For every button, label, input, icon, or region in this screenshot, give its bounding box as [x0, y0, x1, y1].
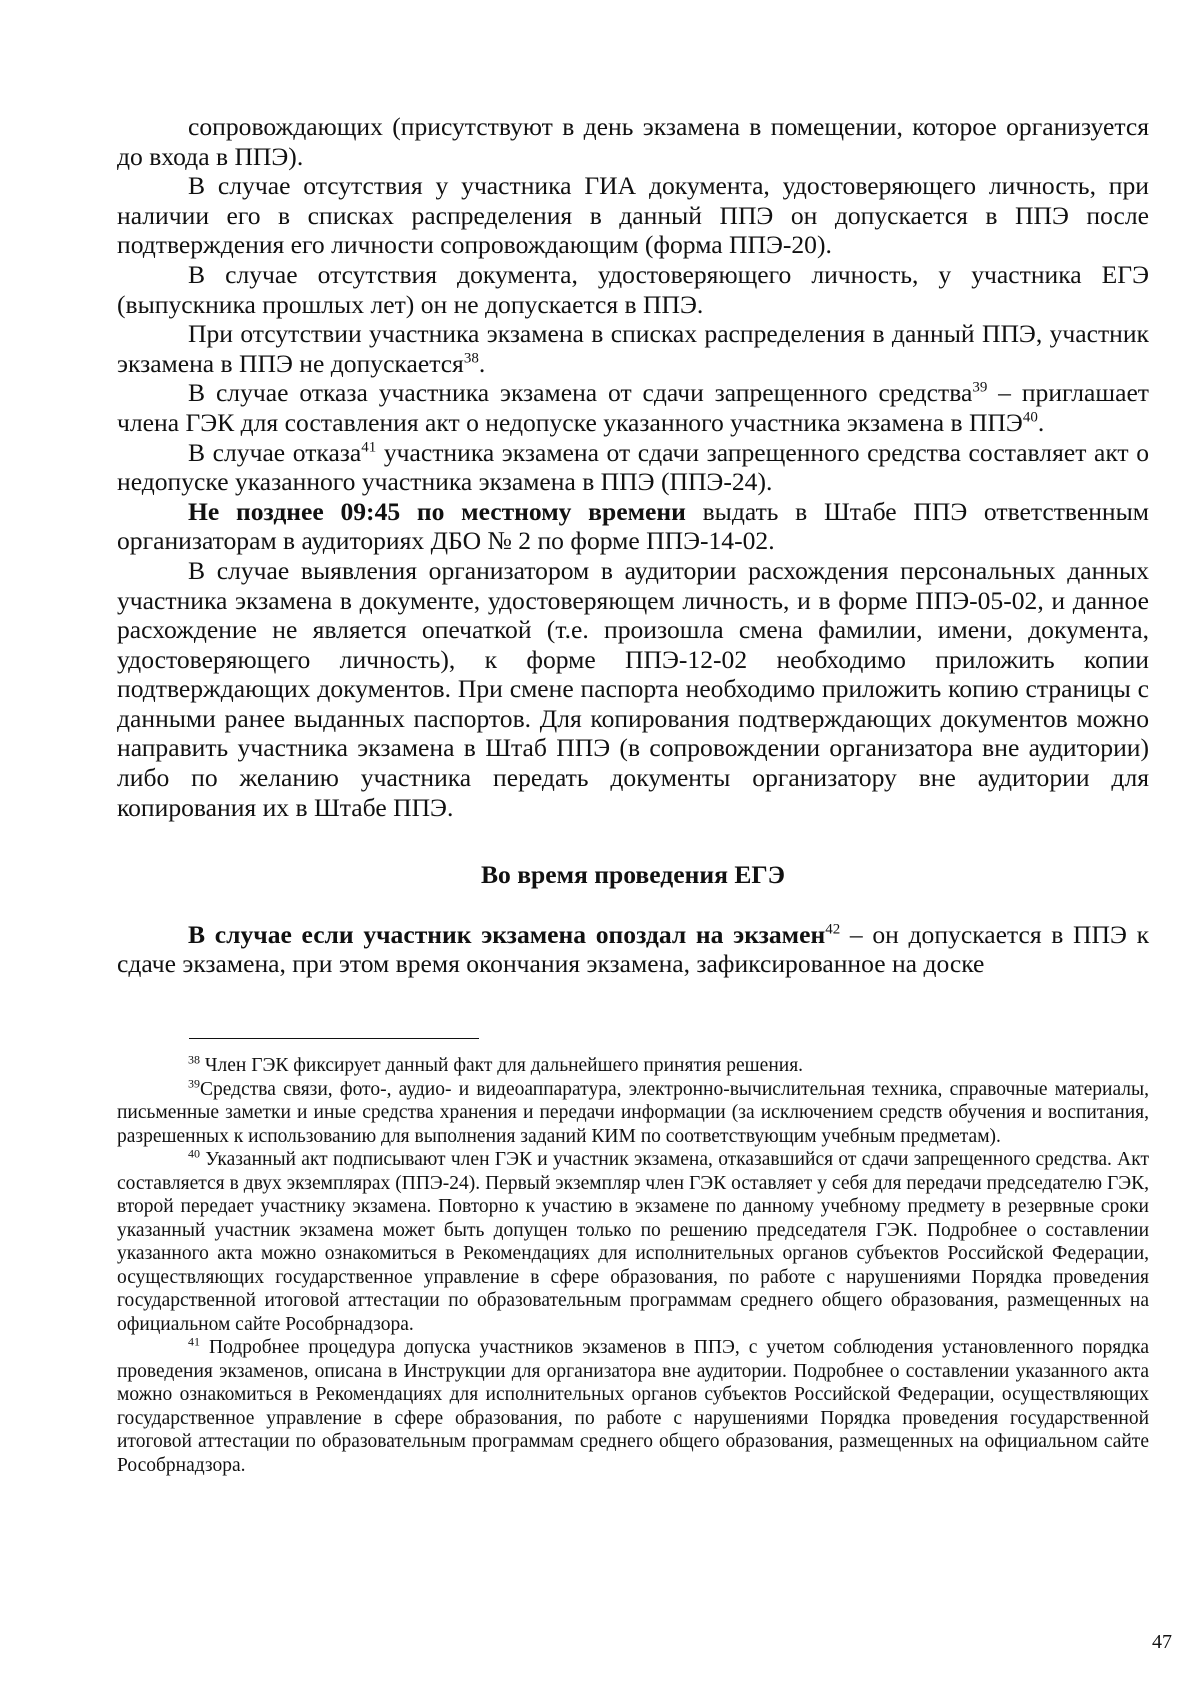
footnotes — [117, 1054, 1149, 1477]
footnote-ref-41[interactable]: 41 — [361, 439, 377, 455]
paragraph-9 — [117, 920, 1149, 979]
footnote-39 — [117, 1078, 1149, 1149]
paragraph-7-bold: Не позднее 09:45 по местному времени — [188, 496, 686, 526]
paragraph-6-text-2: участника экзамена от сдачи запрещенного средства составляет акт о недопуске указанного участника экзамена в ППЭ (ППЭ-24). — [117, 437, 1149, 497]
paragraph-5-end: . — [1037, 407, 1045, 437]
footnote-41 — [117, 1336, 1149, 1477]
footnote-40 — [117, 1148, 1149, 1336]
paragraph-4 — [117, 319, 1149, 378]
paragraph-6-text: В случае отказа — [188, 437, 362, 467]
footnote-41-text: Подробнее процедура допуска участников экзаменов в ППЭ, с учетом соблюдения установленного порядка проведения экзаменов, описана в Инструкции для организатора вне аудитории. Подробнее о составлении указанного акта можно ознакомиться в Рекомендациях для исполнительных органов субъектов Российской Федерации, осуществляющих государственное управление в сфере образования, по работе с нарушениями Порядка проведения государственной итоговой аттестации по образовательным программам среднего общего образования, размещенных на официальном сайте Рособрнадзора. — [117, 1337, 1149, 1476]
paragraph-2: В случае отсутствия у участника ГИА документа, удостоверяющего личность, при наличии его в списках распределения в данный ППЭ он допускается в ППЭ после подтверждения его личности сопровождающим (форма ППЭ-20). — [117, 171, 1149, 260]
footnote-ref-40[interactable]: 40 — [1022, 409, 1038, 426]
paragraph-5-text: В случае отказа участника экзамена от сдачи запрещенного средства — [188, 378, 973, 408]
paragraph-5-text-2: – приглашает члена ГЭК для составления акт о недопуске указанного участника экзамена в ППЭ — [117, 378, 1149, 437]
paragraph-1: сопровождающих (присутствуют в день экзамена в помещении, которое организуется до входа в ППЭ). — [117, 112, 1149, 171]
section-heading: Во время проведения ЕГЭ — [480, 860, 786, 890]
footnote-39-text: Средства связи, фото-, аудио- и видеоаппаратура, электронно-вычислительная техника, справочные материалы, письменные заметки и иные средства хранения и передачи информации (за исключением средств обучения и воспитания, разрешенных к использованию для выполнения заданий КИМ по соответствующим учебным предметам). — [117, 1078, 1149, 1147]
paragraph-8: В случае выявления организатором в аудитории расхождения персональных данных участника экзамена в документе, удостоверяющем личность, и в форме ППЭ-05-02, и данное расхождение не является опечаткой (т.е. произошла смена фамилии, имени, документа, удостоверяющего личность), к форме ППЭ-12-02 необходимо приложить копии подтверждающих документов. При смене паспорта необходимо приложить копию страницы с данными ранее выданных паспортов. Для копирования подтверждающих документов можно направить участника экзамена в Штаб ППЭ (в сопровождении организатора вне аудитории) либо по желанию участника передать документы организатору вне аудитории для копирования их в Штабе ППЭ. — [117, 555, 1149, 822]
paragraph-7 — [117, 497, 1149, 556]
footnote-divider — [189, 1038, 479, 1039]
main-text — [117, 112, 1149, 979]
paragraph-9-text: – он допускается в ППЭ к сдаче экзамена, при этом время окончания экзамена, зафиксированное на доске — [117, 919, 1150, 979]
paragraph-4-text: При отсутствии участника экзамена в списках распределения в данный ППЭ, участник экзамена в ППЭ не допускается — [117, 319, 1149, 378]
paragraph-6 — [117, 438, 1149, 497]
footnote-40-number: 40 — [188, 1146, 200, 1161]
paragraph-3: В случае отсутствия документа, удостоверяющего личность, у участника ЕГЭ (выпускника прошлых лет) он не допускается в ППЭ. — [117, 259, 1149, 319]
footnote-ref-38[interactable]: 38 — [463, 350, 479, 367]
paragraph-5 — [117, 378, 1149, 437]
paragraph-9-bold: В случае если участник экзамена опоздал на экзамен — [188, 919, 826, 949]
footnote-40-text: Указанный акт подписывают член ГЭК и участник экзамена, отказавшийся от сдачи запрещенного средства. Акт составляется в двух экземплярах (ППЭ-24). Первый экземпляр член ГЭК оставляет у себя для передачи председателю ГЭК, второй передает участнику экзамена. Повторно к участию в экзамене по данному учебному предмету в резервные сроки указанный участник экзамена может быть допущен только по решению председателя ГЭК. Подробнее о составлении указанного акта можно ознакомиться в Рекомендациях для исполнительных органов субъектов Российской Федерации, осуществляющих государственное управление в сфере образования, по работе с нарушениями Порядка проведения государственной итоговой аттестации по образовательным программам среднего общего образования, размещенных на официальном сайте Рособрнадзора. — [117, 1149, 1149, 1335]
footnote-ref-39[interactable]: 39 — [972, 379, 988, 396]
footnote-38-number: 38 — [188, 1052, 200, 1067]
footnote-39-number: 39 — [188, 1076, 200, 1090]
footnote-38 — [117, 1054, 1149, 1078]
page-number: 47 — [1152, 1631, 1172, 1653]
paragraph-7-text: выдать в Штабе ППЭ ответственным организаторам в аудиториях ДБО № 2 по форме ППЭ-14-02. — [117, 496, 1149, 556]
footnote-41-number: 41 — [188, 1334, 200, 1349]
footnote-ref-42[interactable]: 42 — [825, 921, 841, 938]
footnote-38-text: Член ГЭК фиксирует данный факт для дальнейшего принятия решения. — [200, 1055, 804, 1076]
paragraph-4-end: . — [478, 348, 486, 378]
